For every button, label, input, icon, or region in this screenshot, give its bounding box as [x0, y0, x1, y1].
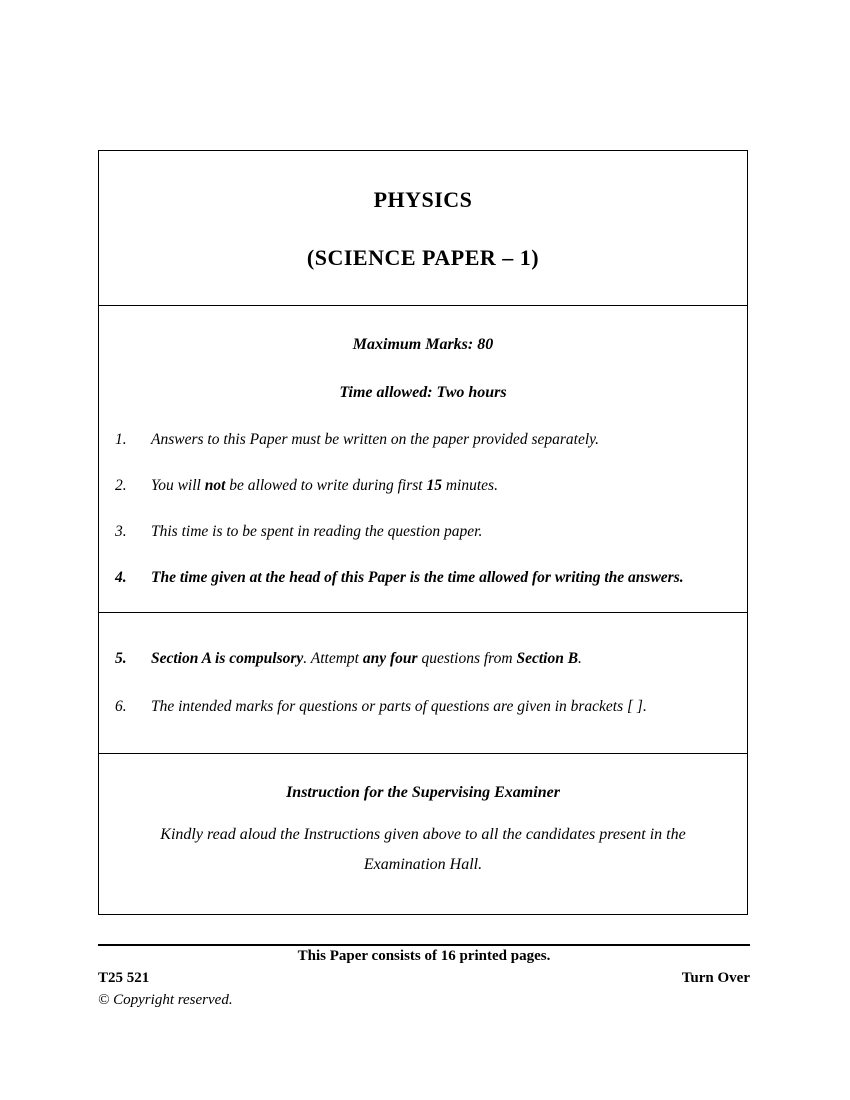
section-b-instructions — [99, 612, 747, 753]
examiner-heading: Instruction for the Supervising Examiner — [286, 784, 560, 801]
instruction-list-a — [99, 430, 747, 588]
instruction-item-6 — [113, 697, 733, 717]
instructions-box — [98, 150, 748, 915]
examiner-instruction-section — [99, 753, 747, 914]
time-allowed: Time allowed: Two hours — [339, 384, 507, 401]
maximum-marks: Maximum Marks: 80 — [352, 336, 494, 353]
instruction-number: 6. — [115, 698, 127, 715]
instruction-text: You will not be allowed to write during first 15 minutes. — [151, 477, 498, 494]
instruction-number: 1. — [115, 431, 127, 448]
instruction-item-2 — [113, 476, 733, 496]
instruction-text: Section A is compulsory. Attempt any four questions from Section B. — [151, 650, 582, 667]
footer-row — [98, 970, 750, 987]
instruction-number: 5. — [115, 650, 127, 667]
instruction-item-3 — [113, 522, 733, 542]
instruction-number: 2. — [115, 477, 127, 494]
instruction-text: Answers to this Paper must be written on the paper provided separately. — [151, 431, 600, 448]
instruction-text: The time given at the head of this Paper is the time allowed for writing the answers. — [151, 569, 684, 586]
examiner-body: Kindly read aloud the Instructions given above to all the candidates present in the Examination Hall. — [160, 826, 686, 873]
copyright-notice: © Copyright reserved. — [98, 992, 233, 1008]
paper-subtitle: (SCIENCE PAPER – 1) — [306, 245, 540, 270]
instruction-item-4 — [113, 568, 733, 588]
general-instructions-section — [99, 305, 747, 612]
page-footer — [98, 944, 750, 1009]
paper-code: T25 521 — [98, 970, 150, 986]
title-section — [99, 151, 747, 305]
turn-over-label: Turn Over — [681, 970, 750, 986]
instruction-item-1 — [113, 430, 733, 450]
pages-note: This Paper consists of 16 printed pages. — [297, 948, 551, 964]
instruction-item-5 — [113, 649, 733, 669]
paper-title: PHYSICS — [373, 187, 473, 212]
instruction-number: 3. — [115, 523, 127, 540]
instruction-text: This time is to be spent in reading the question paper. — [151, 523, 483, 540]
footer-divider — [98, 944, 750, 946]
instruction-number: 4. — [115, 569, 127, 586]
instruction-text: The intended marks for questions or parts of questions are given in brackets [ ]. — [151, 698, 647, 715]
